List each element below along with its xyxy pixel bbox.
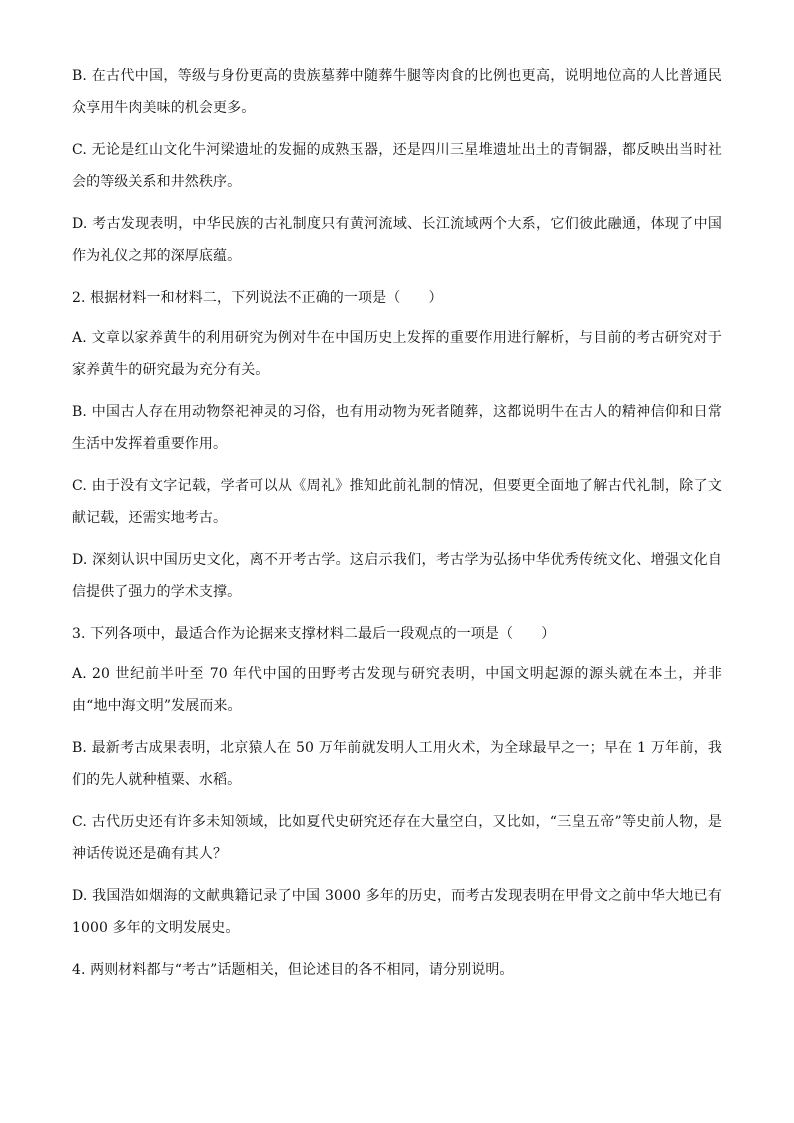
exam-page [72,60,722,994]
q1-option-d: D. 考古发现表明，中华民族的古礼制度只有黄河流域、长江流域两个大系，它们彼此融通，体现了中国作为礼仪之邦的深厚底蕴。 [72,216,722,264]
q2-option-b: B. 中国古人存在用动物祭祀神灵的习俗，也有用动物为死者随葬，这都说明牛在古人的精神信仰和日常生活中发挥着重要作用。 [72,404,722,452]
q2-option-d: D. 深刻认识中国历史文化，离不开考古学。这启示我们，考古学为弘扬中华优秀传统文化、增强文化自信提供了强力的学术支撑。 [72,552,722,600]
q3-option-d: D. 我国浩如烟海的文献典籍记录了中国 3000 多年的历史，而考古发现表明在甲骨文之前中华大地已有 1000 多年的文明发展史。 [72,888,722,936]
q3-option-a: A. 20 世纪前半叶至 70 年代中国的田野考古发现与研究表明，中国文明起源的源头就在本土，并非由“地中海文明”发展而来。 [72,666,722,714]
q2-stem: 2. 根据材料一和材料二，下列说法不正确的一项是（ ） [72,290,443,306]
q1-option-c: C. 无论是红山文化牛河梁遗址的发掘的成熟玉器，还是四川三星堆遗址出土的青铜器，都反映出当时社会的等级关系和井然秩序。 [72,142,722,190]
q1-option-b: B. 在古代中国，等级与身份更高的贵族墓葬中随葬牛腿等肉食的比例也更高，说明地位高的人比普通民众享用牛肉美味的机会更多。 [72,68,722,116]
q2-option-c: C. 由于没有文字记载，学者可以从《周礼》推知此前礼制的情况，但要更全面地了解古代礼制，除了文献记载，还需实地考古。 [72,478,722,526]
q3-stem: 3. 下列各项中，最适合作为论据来支撑材料二最后一段观点的一项是（ ） [72,626,556,642]
q4-stem: 4. 两则材料都与“考古”话题相关，但论述目的各不相同，请分别说明。 [72,962,514,978]
q3-option-b: B. 最新考古成果表明，北京猿人在 50 万年前就发明人工用火术，为全球最早之一；早在 1 万年前，我们的先人就种植粟、水稻。 [72,740,722,788]
q2-option-a: A. 文章以家养黄牛的利用研究为例对牛在中国历史上发挥的重要作用进行解析，与目前的考古研究对于家养黄牛的研究最为充分有关。 [72,330,722,378]
q3-option-c: C. 古代历史还有许多未知领域，比如夏代史研究还存在大量空白，又比如，“三皇五帝”等史前人物，是神话传说还是确有其人？ [72,814,722,862]
